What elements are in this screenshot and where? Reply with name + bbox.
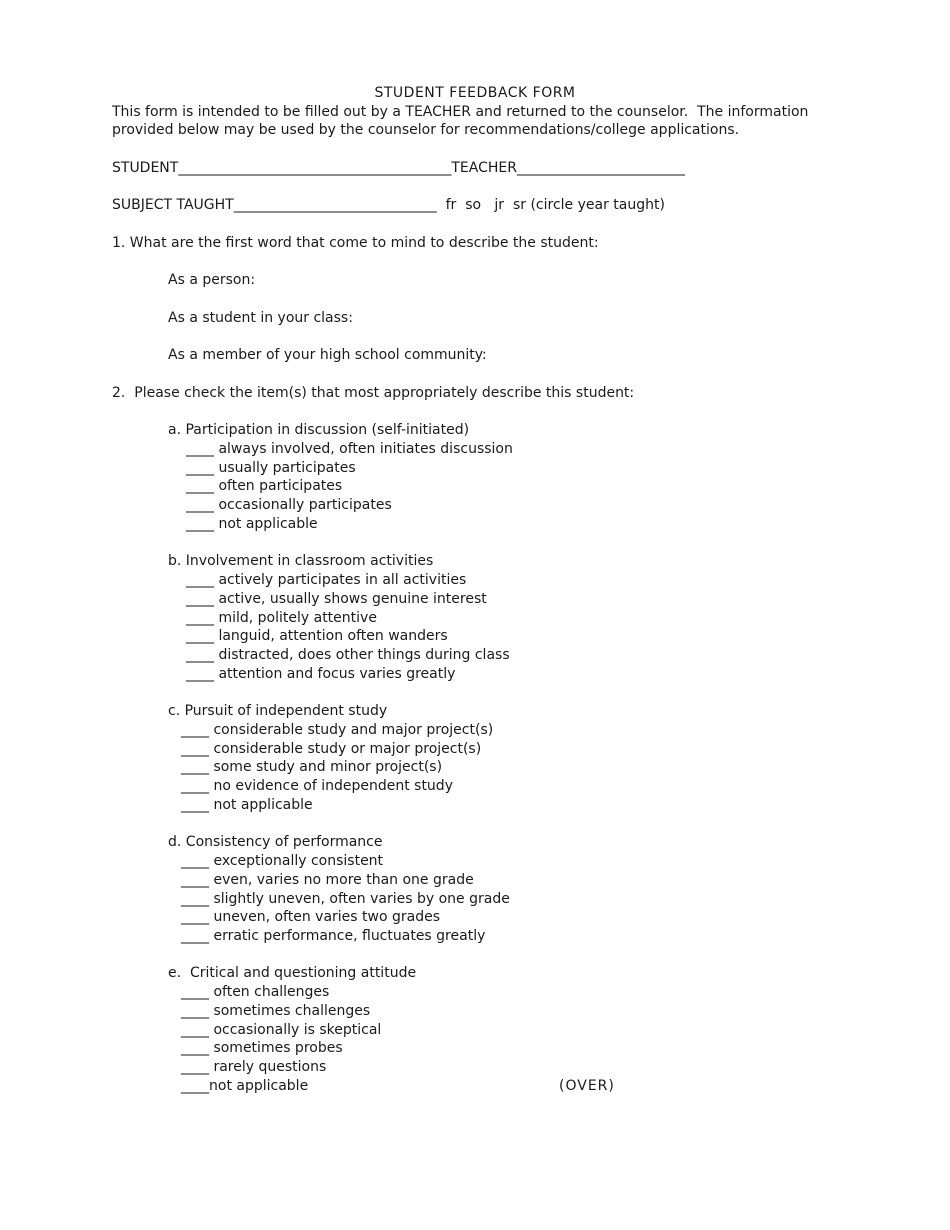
checklist-item: ____not applicable (181, 1078, 309, 1094)
checklist-item: ____ often participates (186, 478, 343, 494)
checklist-item: ____ no evidence of independent study (181, 778, 453, 794)
checklist-item: ____ active, usually shows genuine interest (186, 591, 487, 607)
checklist-item: ____ some study and minor project(s) (181, 759, 443, 775)
intro-line-2: provided below may be used by the counselor for recommendations/college applications. (112, 122, 740, 138)
prompt-as-community-member: As a member of your high school community: (168, 347, 487, 363)
checklist-item: ____ usually participates (186, 460, 356, 476)
checklist-item: ____ considerable study or major project(s) (181, 741, 482, 757)
checklist-item: ____ distracted, does other things during class (186, 647, 510, 663)
checklist-item: ____ occasionally is skeptical (181, 1022, 382, 1038)
checklist-item: ____ sometimes probes (181, 1040, 343, 1056)
checklist-item: ____ occasionally participates (186, 497, 392, 513)
checklist-item: ____ not applicable (186, 516, 318, 532)
section-b-heading: b. Involvement in classroom activities (168, 553, 434, 569)
checklist-item: ____ actively participates in all activities (186, 572, 467, 588)
checklist-item: ____ rarely questions (181, 1059, 327, 1075)
question-2: 2. Please check the item(s) that most appropriately describe this student: (112, 385, 635, 401)
checklist-item: ____ languid, attention often wanders (186, 628, 448, 644)
checklist-item: ____ uneven, often varies two grades (181, 909, 440, 925)
checklist-item: ____ even, varies no more than one grade (181, 872, 474, 888)
section-c-heading: c. Pursuit of independent study (168, 703, 388, 719)
subject-taught-field: SUBJECT TAUGHT_____________________________ fr so jr sr (circle year taught) (112, 197, 665, 213)
checklist-item: ____ slightly uneven, often varies by one grade (181, 891, 510, 907)
section-e-heading: e. Critical and questioning attitude (168, 965, 417, 981)
over-note: (OVER) (559, 1078, 615, 1094)
checklist-item: ____ considerable study and major project(s) (181, 722, 494, 738)
checklist-item: ____ attention and focus varies greatly (186, 666, 456, 682)
checklist-item: ____ erratic performance, fluctuates greatly (181, 928, 486, 944)
checklist-item: ____ always involved, often initiates discussion (186, 441, 513, 457)
section-a-heading: a. Participation in discussion (self-initiated) (168, 422, 470, 438)
checklist-item: ____ exceptionally consistent (181, 853, 384, 869)
prompt-as-person: As a person: (168, 272, 256, 288)
form-title: STUDENT FEEDBACK FORM (374, 85, 576, 101)
student-teacher-field: STUDENT_______________________________________TEACHER________________________ (112, 160, 685, 176)
question-1: 1. What are the first word that come to mind to describe the student: (112, 235, 599, 251)
checklist-item: ____ sometimes challenges (181, 1003, 371, 1019)
prompt-as-student: As a student in your class: (168, 310, 353, 326)
checklist-item: ____ often challenges (181, 984, 330, 1000)
checklist-item: ____ not applicable (181, 797, 313, 813)
section-d-heading: d. Consistency of performance (168, 834, 383, 850)
checklist-item: ____ mild, politely attentive (186, 610, 377, 626)
intro-line-1: This form is intended to be filled out by a TEACHER and returned to the counselor. The information (112, 104, 809, 120)
